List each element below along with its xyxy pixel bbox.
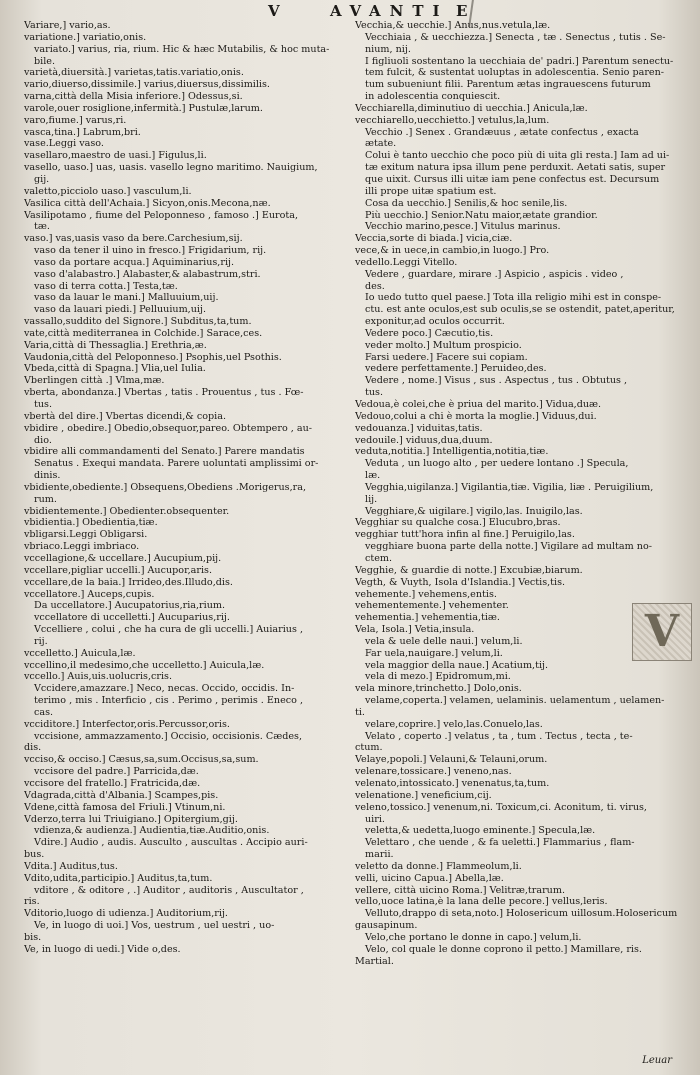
header-left-letter: V (268, 2, 289, 20)
entry-line: Ve, in luogo di uedi.] Vide o,des. (24, 943, 181, 955)
entry-line: Vdito,udita,participio.] Auditus,ta,tum. (24, 872, 213, 884)
entry-line: Velo, col quale le donne coprono il petto.] Mamillare, ris. (365, 943, 642, 955)
entry-line: vaso da tener il uino in fresco.] Frigidarium, rij. (34, 245, 267, 257)
entry-line: vccisione, ammazzamento.] Occisio, occisionis. Cædes, (34, 730, 303, 742)
entry-line: cas. (34, 706, 54, 718)
entry-line: vbidire alli commandamenti del Senato.] Parere mandatis (24, 446, 305, 458)
entry-line: velare,coprire.] velo,las.Conuelo,las. (365, 718, 543, 730)
entry-line: vbidientemente.] Obedienter.obsequenter. (24, 505, 230, 517)
entry-line: Velo,che portano le donne in capo.] velum,li. (365, 931, 582, 943)
entry-line: ætate. (365, 138, 397, 150)
entry-line: Martial. (355, 955, 394, 967)
entry-line: rij. (34, 635, 48, 647)
entry-line: I figliuoli sostentano la uecchiaia de' padri.] Parentum senectu- (365, 55, 674, 67)
entry-line: Vasilipotamo , fiume del Peloponneso , famoso .] Eurota, (24, 209, 298, 221)
entry-line: velli, uicino Capua.] Abella,læ. (355, 872, 504, 884)
entry-line: ctu. est ante oculos,est sub oculis,se se ostendit, patet,aperitur, (365, 304, 675, 316)
entry-line: valetto,picciolo uaso.] vasculum,li. (24, 185, 192, 197)
entry-line: vaso da lauari piedi.] Pelluuium,uij. (34, 304, 206, 316)
entry-line: terimo , mis . Interficio , cis . Perimo , perimis . Eneco , (34, 695, 304, 707)
decorated-initial-ornament (632, 603, 692, 661)
entry-line: vedouanza.] viduitas,tatis. (355, 422, 483, 434)
entry-line: Varia,città di Thessaglia.] Erethria,æ. (24, 339, 207, 351)
entry-line: vccisore del padre.] Parricida,dæ. (34, 766, 199, 778)
entry-line: dinis. (34, 470, 61, 482)
entry-line: Veduta , un luogo alto , per uedere lontano .] Specula, (365, 458, 629, 470)
entry-line: Farsi uedere.] Facere sui copiam. (365, 351, 528, 363)
entry-line: Cosa da uecchio.] Senilis,& hoc senile,lis. (365, 197, 568, 209)
entry-line: vedouile.] viduus,dua,duum. (355, 434, 493, 446)
entry-line: vecchiarello,uecchietto.] vetulus,la,lum. (355, 114, 550, 126)
entry-line: vccellare,de la baia.] Irrideo,des.Illudo,dis. (24, 576, 233, 588)
entry-line: vcciso,& occiso.] Cæsus,sa,sum.Occisus,sa,sum. (24, 754, 259, 766)
entry-line: Vegghiare,& uigilare.] vigilo,las. Inuigilo,las. (365, 505, 583, 517)
entry-line: dio. (34, 434, 52, 446)
entry-line: bile. (34, 55, 56, 67)
entry-line: Vdire.] Audio , audis. Ausculto , auscultas . Accipio auri- (34, 837, 308, 849)
entry-line: vasello, uaso.] uas, uasis. vasello legno maritimo. Nauigium, (24, 162, 318, 174)
entry-line: Vela, Isola.] Vetia,insula. (355, 624, 475, 636)
entry-line: vbligarsi.Leggi Obligarsi. (24, 529, 148, 541)
entry-line: Vdagrada,città d'Albania.] Scampes,pis. (24, 789, 219, 801)
entry-line: Vecchiarella,diminutiuo di uecchia.] Anicula,læ. (355, 102, 588, 114)
entry-line: varole,ouer rosiglione,infermità.] Pustulæ,larum. (24, 102, 263, 114)
entry-line: vccellatore.] Auceps,cupis. (24, 588, 155, 600)
entry-line: tæ. (34, 221, 50, 233)
entry-line: Vecchia,& uecchie.] Anus,nus.vetula,læ. (355, 20, 551, 31)
entry-line: nium, nij. (365, 43, 411, 55)
entry-line: Vedoua,è colei,che è priua del marito.] Vidua,duæ. (355, 399, 602, 410)
entry-line: Colui è tanto uecchio che poco più di uita gli resta.] Iam ad ui- (365, 150, 670, 162)
entry-line: Vditorio,luogo di udienza.] Auditorium,rij. (24, 908, 228, 920)
header-title: AVANTI (330, 2, 449, 20)
entry-line: varna,città della Misia inferiore.] Odessus,si. (24, 91, 243, 103)
entry-line: lij. (365, 493, 378, 505)
entry-line: Vegth, & Vuyth, Isola d'Islandia.] Vectis,tis. (355, 576, 566, 588)
entry-line: gausapinum. (355, 920, 418, 932)
entry-line: Vaudonia,città del Peloponneso.] Psophis,uel Psothis. (24, 351, 282, 363)
entry-line: vate,città mediterranea in Colchide.] Sarace,ces. (24, 327, 263, 339)
entry-line: vellere, città uicino Roma.] Velitræ,trarum. (355, 884, 565, 896)
entry-line: Vasilica città dell'Achaia.] Sicyon,onis.Mecona,næ. (24, 197, 271, 209)
entry-line: ti. (355, 706, 365, 718)
entry-line: vbidire , obedire.] Obedio,obsequor,pareo. Obtempero , au- (24, 422, 313, 434)
entry-line: Far uela,nauigare.] velum,li. (365, 647, 503, 659)
entry-line: vbertà del dire.] Vbertas dicendi,& copia. (24, 410, 226, 422)
entry-line: vccello.] Auis,uis.uolucris,cris. (24, 671, 173, 683)
entry-line: bis. (24, 931, 42, 943)
entry-line: Vecchiaia , & uecchiezza.] Senecta , tæ . Senectus , tutis . Se- (365, 31, 666, 43)
entry-line: Velluto,drappo di seta,noto.] Holosericum uillosum.Holosericum (365, 908, 678, 920)
entry-line: Da uccellatore.] Aucupatorius,ria,rium. (34, 600, 226, 612)
entry-line: vdienza,& audienza.] Audientia,tiæ.Auditio,onis. (34, 825, 270, 837)
entry-line: Vedere , guardare, mirare .] Aspicio , aspicis . video , (365, 268, 624, 280)
entry-line: vccelletto.] Auicula,læ. (24, 647, 136, 659)
entry-line: vedello.Leggi Vitello. (355, 256, 458, 268)
left-column (24, 20, 346, 956)
entry-line: tem fulcit, & sustentat uoluptas in adolescentia. Senio paren- (365, 67, 665, 79)
entry-line: Vberlingen città .] Vlma,mæ. (24, 375, 165, 387)
entry-line: Io uedo tutto quel paese.] Tota illa religio mihi est in conspe- (365, 292, 662, 304)
entry-line: vela maggior della naue.] Acatium,tij. (365, 659, 549, 671)
entry-line: Vedere , nome.] Visus , sus . Aspectus , tus . Obtutus , (365, 375, 628, 387)
entry-line: Più uecchio.] Senior.Natu maior,ætate grandior. (365, 209, 598, 221)
entry-line: tæ exitum natura ipsa illum pene perduxit. Aetati satis, super (365, 162, 666, 174)
entry-line: velenatione.] veneficium,cij. (355, 789, 492, 801)
entry-line: velenato,intossicato.] venenatus,ta,tum. (355, 778, 550, 789)
entry-line: illi prope uitæ spatium est. (365, 185, 497, 197)
entry-line: uiri. (365, 813, 385, 825)
entry-line: Velaye,popoli.] Velauni,& Telauni,orum. (355, 754, 548, 766)
entry-line: que uixit. Cursus illi uitæ iam pene confectus est. Decursum (365, 173, 660, 185)
entry-line: vario,diuerso,dissimile.] varius,diuersus,dissimilis. (24, 79, 270, 91)
entry-line: læ. (365, 470, 381, 482)
entry-line: variato.] varius, ria, rium. Hic & hæc Mutabilis, & hoc muta- (34, 43, 330, 55)
catchword: Leuar (642, 1055, 672, 1066)
entry-line: veder molto.] Multum prospicio. (365, 339, 522, 351)
entry-line: vditore , & oditore , .] Auditor , auditoris , Auscultator , (34, 884, 304, 896)
entry-line: Vccelliere , colui , che ha cura de gli uccelli.] Auiarius , (34, 624, 303, 636)
entry-line: vaso d'alabastro.] Alabaster,& alabastrum,stri. (34, 268, 261, 280)
entry-line: vela di mezo.] Epidromum,mi. (365, 671, 511, 683)
entry-line: vaso.] vas,uasis vaso da bere.Carchesium,sij. (24, 233, 243, 245)
entry-line: vberta, abondanza.] Vbertas , tatis . Prouentus , tus . Fœ- (24, 387, 304, 399)
entry-line: Ve, in luogo di uoi.] Vos, uestrum , uel uestri , uo- (34, 920, 275, 932)
entry-line: ctum. (355, 742, 383, 754)
entry-line: vase.Leggi vaso. (24, 138, 104, 150)
entry-line: vbidiente,obediente.] Obsequens,Obediens .Morigerus,ra, (24, 481, 307, 493)
entry-line: vehementia.] vehementia,tiæ. (355, 612, 500, 624)
entry-line: Senatus . Exequi mandata. Parere uoluntati amplissimi or- (34, 458, 319, 470)
entry-line: Vdene,città famosa del Friuli.] Vtinum,ni. (24, 801, 226, 813)
entry-line: vbidientia.] Obedientia,tiæ. (24, 517, 158, 529)
entry-line: Veccia,sorte di biada.] vicia,ciæ. (355, 233, 513, 245)
entry-line: tus. (365, 387, 384, 399)
entry-line: vello,uoce latina,è la lana delle pecore.] vellus,leris. (355, 896, 608, 908)
entry-line: Vccidere,amazzare.] Neco, necas. Occido, occidis. In- (34, 683, 295, 695)
entry-line: vaso da portare acqua.] Aquiminarius,rij. (34, 256, 235, 268)
entry-line: bus. (24, 849, 45, 861)
entry-line: Vedouo,colui a chi è morta la moglie.] Viduus,dui. (355, 410, 597, 422)
entry-line: vccellare,pigliar uccelli.] Aucupor,aris. (24, 564, 213, 576)
entry-line: vela minore,trinchetto.] Dolo,onis. (355, 683, 522, 695)
entry-line: Vedere poco.] Cæcutio,tis. (365, 327, 494, 339)
entry-line: dis. (24, 742, 42, 754)
entry-line: Vbeda,città di Spagna.] Vlia,uel Iulia. (24, 363, 206, 375)
entry-line: marii. (365, 849, 394, 861)
entry-line: vassallo,suddito del Signore.] Subditus,ta,tum. (24, 316, 252, 328)
entry-line: vccisore del fratello.] Fratricida,dæ. (24, 778, 201, 789)
right-column (355, 20, 683, 968)
entry-line: vece,& in uece,in cambio,in luogo.] Pro. (355, 245, 550, 257)
entry-line: Velato , coperto .] velatus , ta , tum . Tectus , tecta , te- (365, 730, 633, 742)
entry-line: vasellaro,maestro de uasi.] Figulus,li. (24, 150, 207, 162)
entry-line: Vecchio .] Senex . Grandæuus , ætate confectus , exacta (365, 126, 639, 138)
entry-line: vcciditore.] Interfector,oris.Percussor,oris. (24, 718, 230, 730)
entry-line: vccellagione,& uccellare.] Aucupium,pij. (24, 552, 222, 564)
ornament-initial: V (644, 606, 680, 657)
entry-line: vehementemente.] vehementer. (355, 600, 509, 612)
entry-line: Variare,] vario,as. (24, 20, 111, 31)
entry-line: vaso da lauar le mani.] Malluuium,uij. (34, 292, 219, 304)
entry-line: velenare,tossicare.] veneno,nas. (355, 766, 512, 778)
entry-line: veletta,& uedetta,luogo eminente.] Specula,læ. (365, 825, 596, 837)
entry-line: vehemente.] vehemens,entis. (355, 588, 497, 600)
entry-line: vegghiare buona parte della notte.] Vigilare ad multam no- (365, 541, 652, 553)
entry-line: Vdita.] Auditus,tus. (24, 860, 118, 872)
entry-line: velame,coperta.] velamen, uelaminis. uelamentum , uelamen- (365, 695, 665, 707)
entry-line: veletto da donne.] Flammeolum,li. (355, 860, 522, 872)
entry-line: vasca,tina.] Labrum,bri. (24, 126, 141, 138)
header-right-letter: E (456, 2, 477, 20)
entry-line: varo,fiume.] varus,ri. (24, 114, 127, 126)
entry-line: ctem. (365, 552, 393, 564)
entry-line: vedere perfettamente.] Peruideo,des. (365, 363, 547, 375)
entry-line: des. (365, 280, 385, 292)
entry-line: Vegghia,uigilanza.] Vigilantia,tiæ. Vigilia, liæ . Peruigilium, (365, 481, 654, 493)
entry-line: variatione.] variatio,onis. (24, 31, 147, 43)
entry-line: Velettaro , che uende , & fa ueletti.] Flammarius , flam- (365, 837, 635, 849)
entry-line: Vecchio marino,pesce.] Vitulus marinus. (365, 221, 561, 233)
entry-line: Vegghie, & guardie di notte.] Excubiæ,biarum. (355, 564, 583, 576)
entry-line: ris. (24, 896, 40, 908)
entry-line: vccellino,il medesimo,che uccelletto.] Auicula,læ. (24, 659, 265, 671)
entry-line: Vegghiar su qualche cosa.] Elucubro,bras. (355, 517, 561, 529)
entry-line: exponitur,ad oculos occurrit. (365, 316, 505, 328)
entry-line: vaso di terra cotta.] Testa,tæ. (34, 280, 178, 292)
entry-line: gij. (34, 173, 50, 185)
entry-line: vbriaco.Leggi imbriaco. (24, 541, 140, 553)
entry-line: veduta,notitia.] Intelligentia,notitia,tiæ. (355, 446, 549, 458)
entry-line: tum subueniunt filii. Parentum ætas ingrauescens futurum (365, 79, 651, 91)
entry-line: in adolescentia conquiescit. (365, 91, 501, 103)
entry-line: Vderzo,terra lui Triuigiano.] Opitergium,gij. (24, 813, 238, 825)
entry-line: tus. (34, 399, 53, 410)
entry-line: veleno,tossico.] venenum,ni. Toxicum,ci. Aconitum, ti. virus, (355, 801, 647, 813)
entry-line: vccellatore di uccelletti.] Aucuparius,rij. (34, 612, 230, 624)
entry-line: vela & uele delle naui.] velum,li. (365, 635, 523, 647)
entry-line: vegghiar tutt'hora infin al fine.] Peruigilo,las. (355, 529, 575, 541)
entry-line: rum. (34, 493, 57, 505)
entry-line: varietà,diuersità.] varietas,tatis.variatio,onis. (24, 67, 244, 79)
